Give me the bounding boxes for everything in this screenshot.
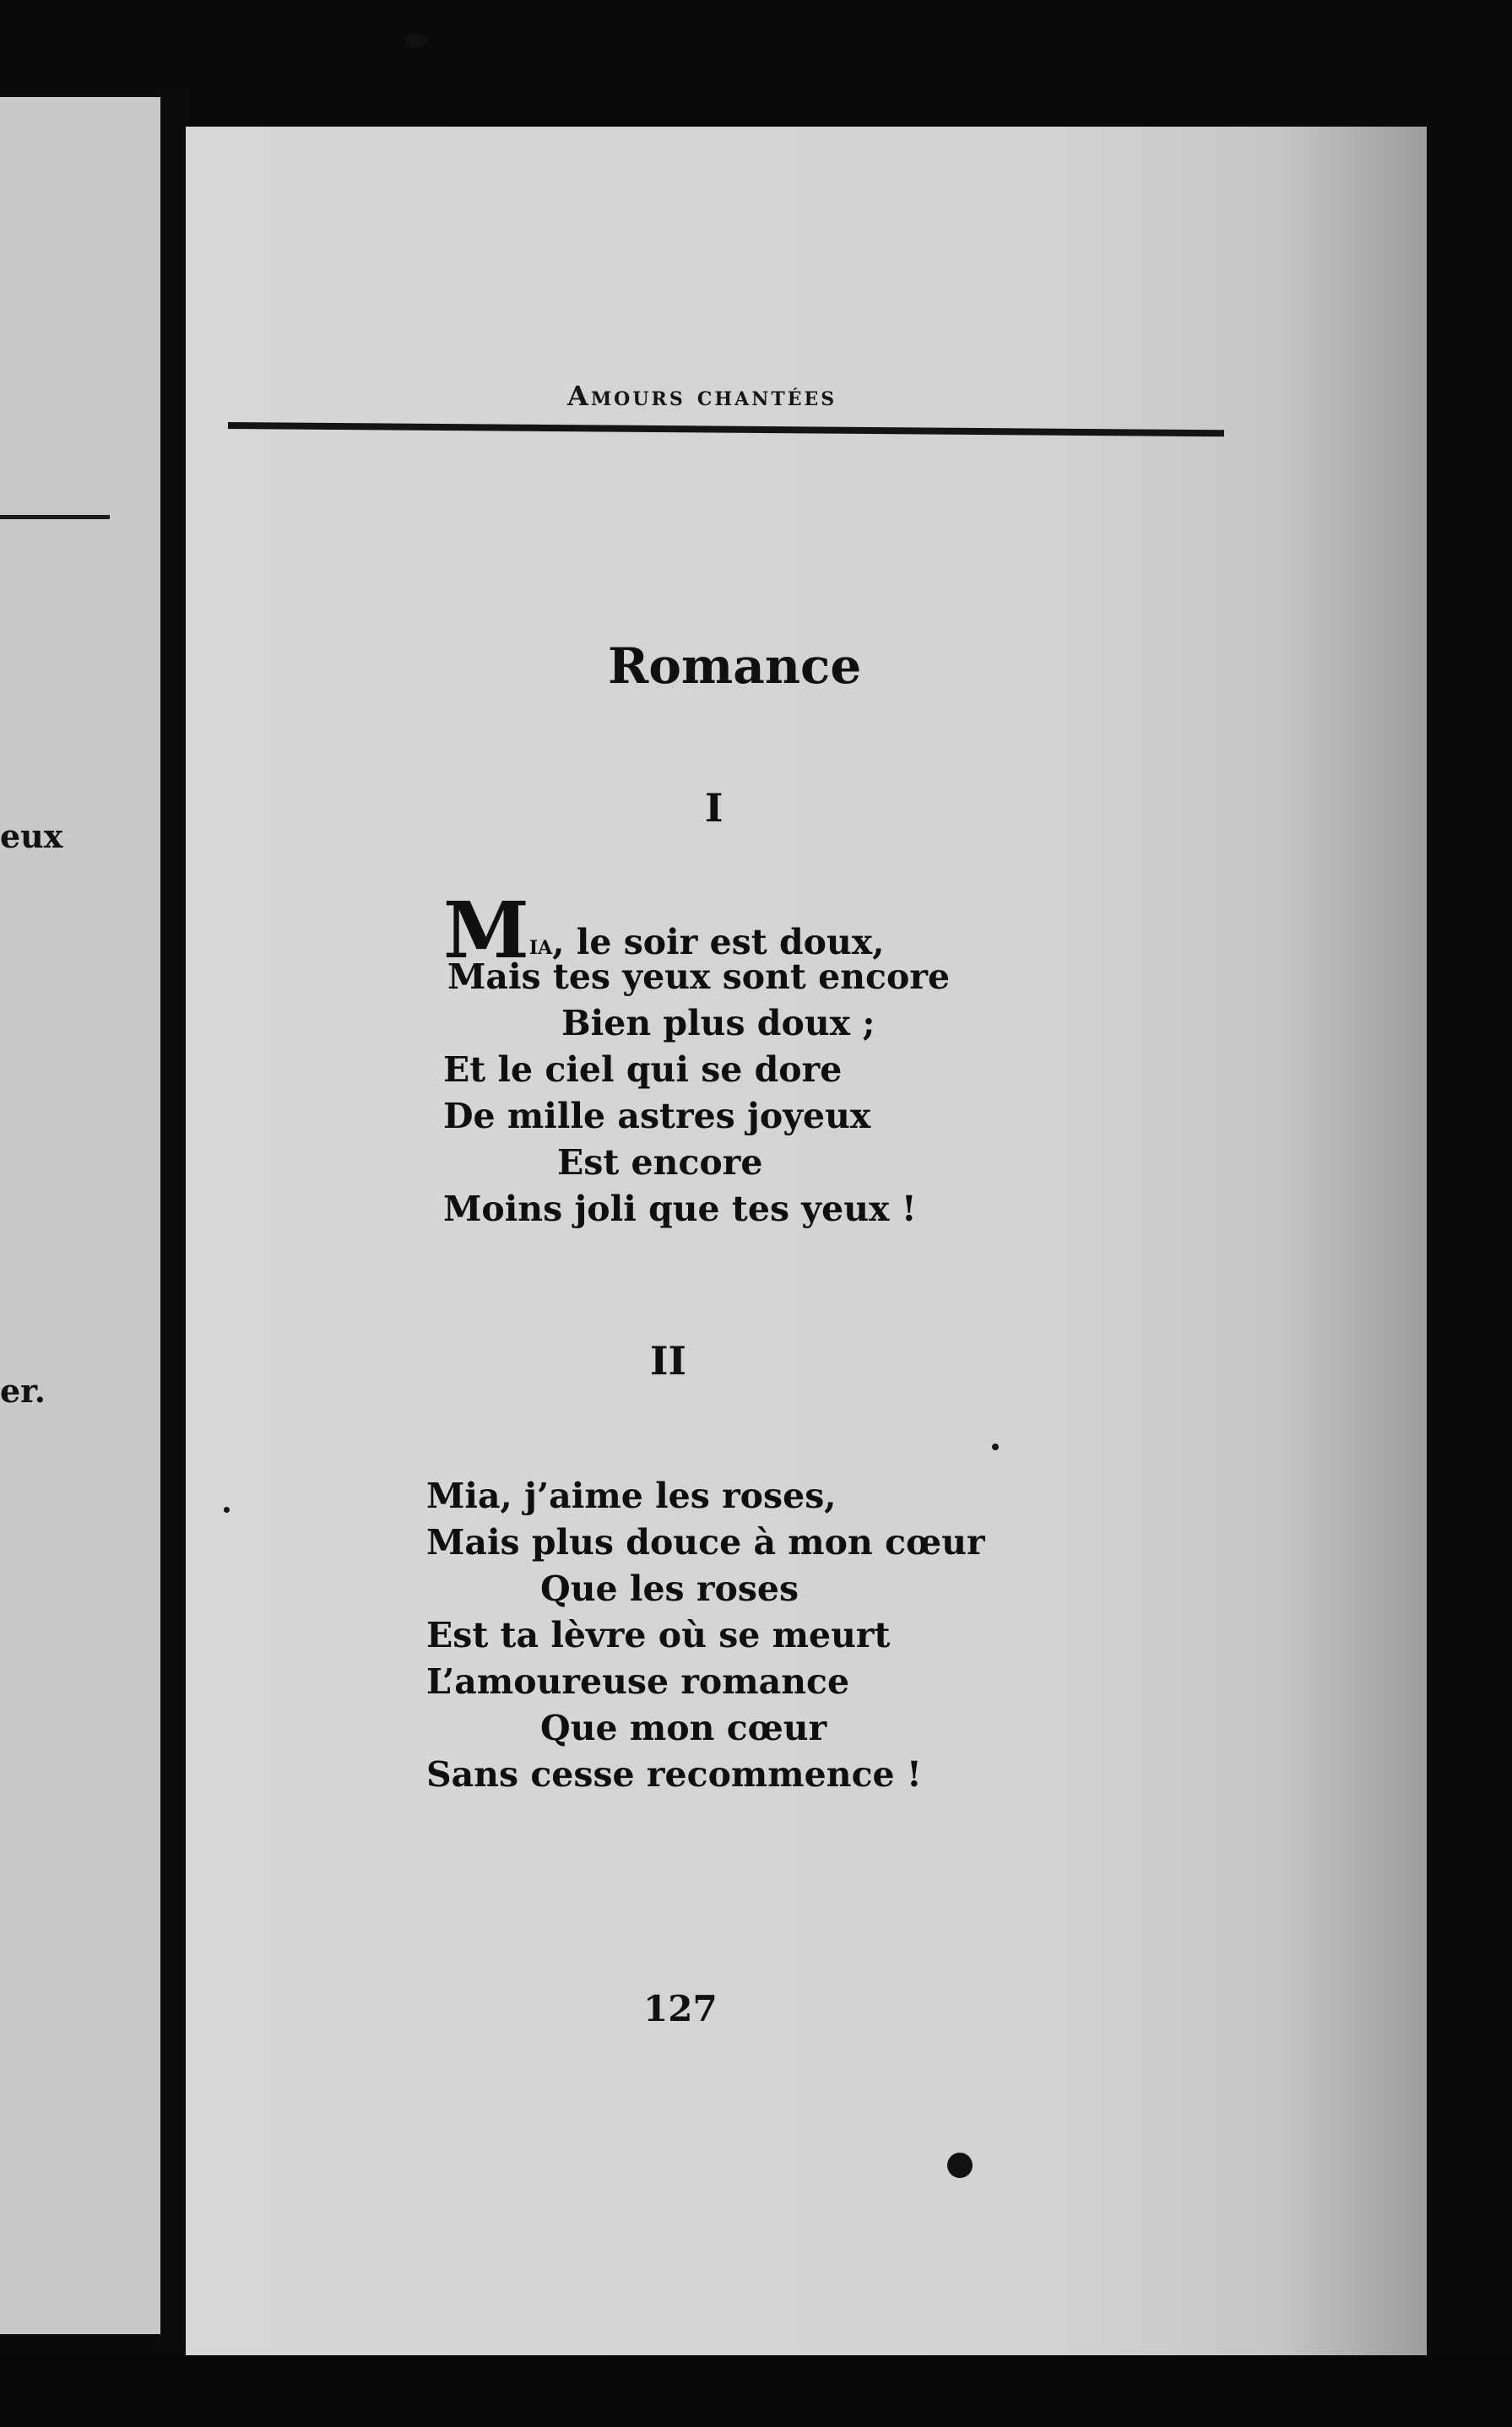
verse-line: Que mon cœur (540, 1708, 827, 1748)
verse-line: Que les roses (540, 1568, 799, 1609)
previous-page-rule (0, 515, 110, 519)
verse-text: , le soir est doux, (552, 922, 885, 962)
book-page (186, 127, 1427, 2364)
poem-title: Romance (608, 637, 862, 695)
previous-page-fragment: er. (0, 1372, 46, 1410)
verse-line (443, 885, 950, 976)
verse-line: Est ta lèvre où se meurt (426, 1615, 891, 1655)
verse-line: Est encore (557, 1142, 763, 1183)
verse-line: Moins joli que tes yeux ! (443, 1189, 917, 1229)
verse-line: Et le ciel qui se dore (443, 1049, 843, 1090)
ink-spot (224, 1507, 230, 1513)
scan-border (0, 2355, 1512, 2427)
verse-line: Mais tes yeux sont encore (447, 956, 951, 997)
stanza-numeral: II (650, 1338, 687, 1384)
stanza-1 (443, 885, 951, 1232)
previous-page-fragment: eux (0, 817, 63, 855)
verse-line: L’amoureuse romance (426, 1661, 850, 1702)
stanza-2 (426, 1473, 985, 1798)
verse-line: Sans cesse recommence ! (426, 1754, 922, 1795)
verse-line: Mais plus douce à mon cœur (426, 1522, 985, 1563)
ink-spot (405, 34, 427, 47)
stanza-numeral: I (705, 785, 723, 831)
ink-spot (992, 1444, 999, 1450)
verse-line: Bien plus doux ; (561, 1003, 875, 1043)
page-number: 127 (643, 1988, 718, 2029)
book-gutter (160, 89, 186, 2351)
small-caps-text: ia (528, 929, 553, 961)
previous-page-edge (0, 97, 160, 2334)
verse-line: Mia, j’aime les roses, (426, 1476, 837, 1516)
verse-line: De mille astres joyeux (443, 1096, 871, 1136)
drop-cap: M (443, 885, 529, 976)
ink-spot (947, 2153, 973, 2178)
running-head: Amours chantées (567, 380, 837, 412)
